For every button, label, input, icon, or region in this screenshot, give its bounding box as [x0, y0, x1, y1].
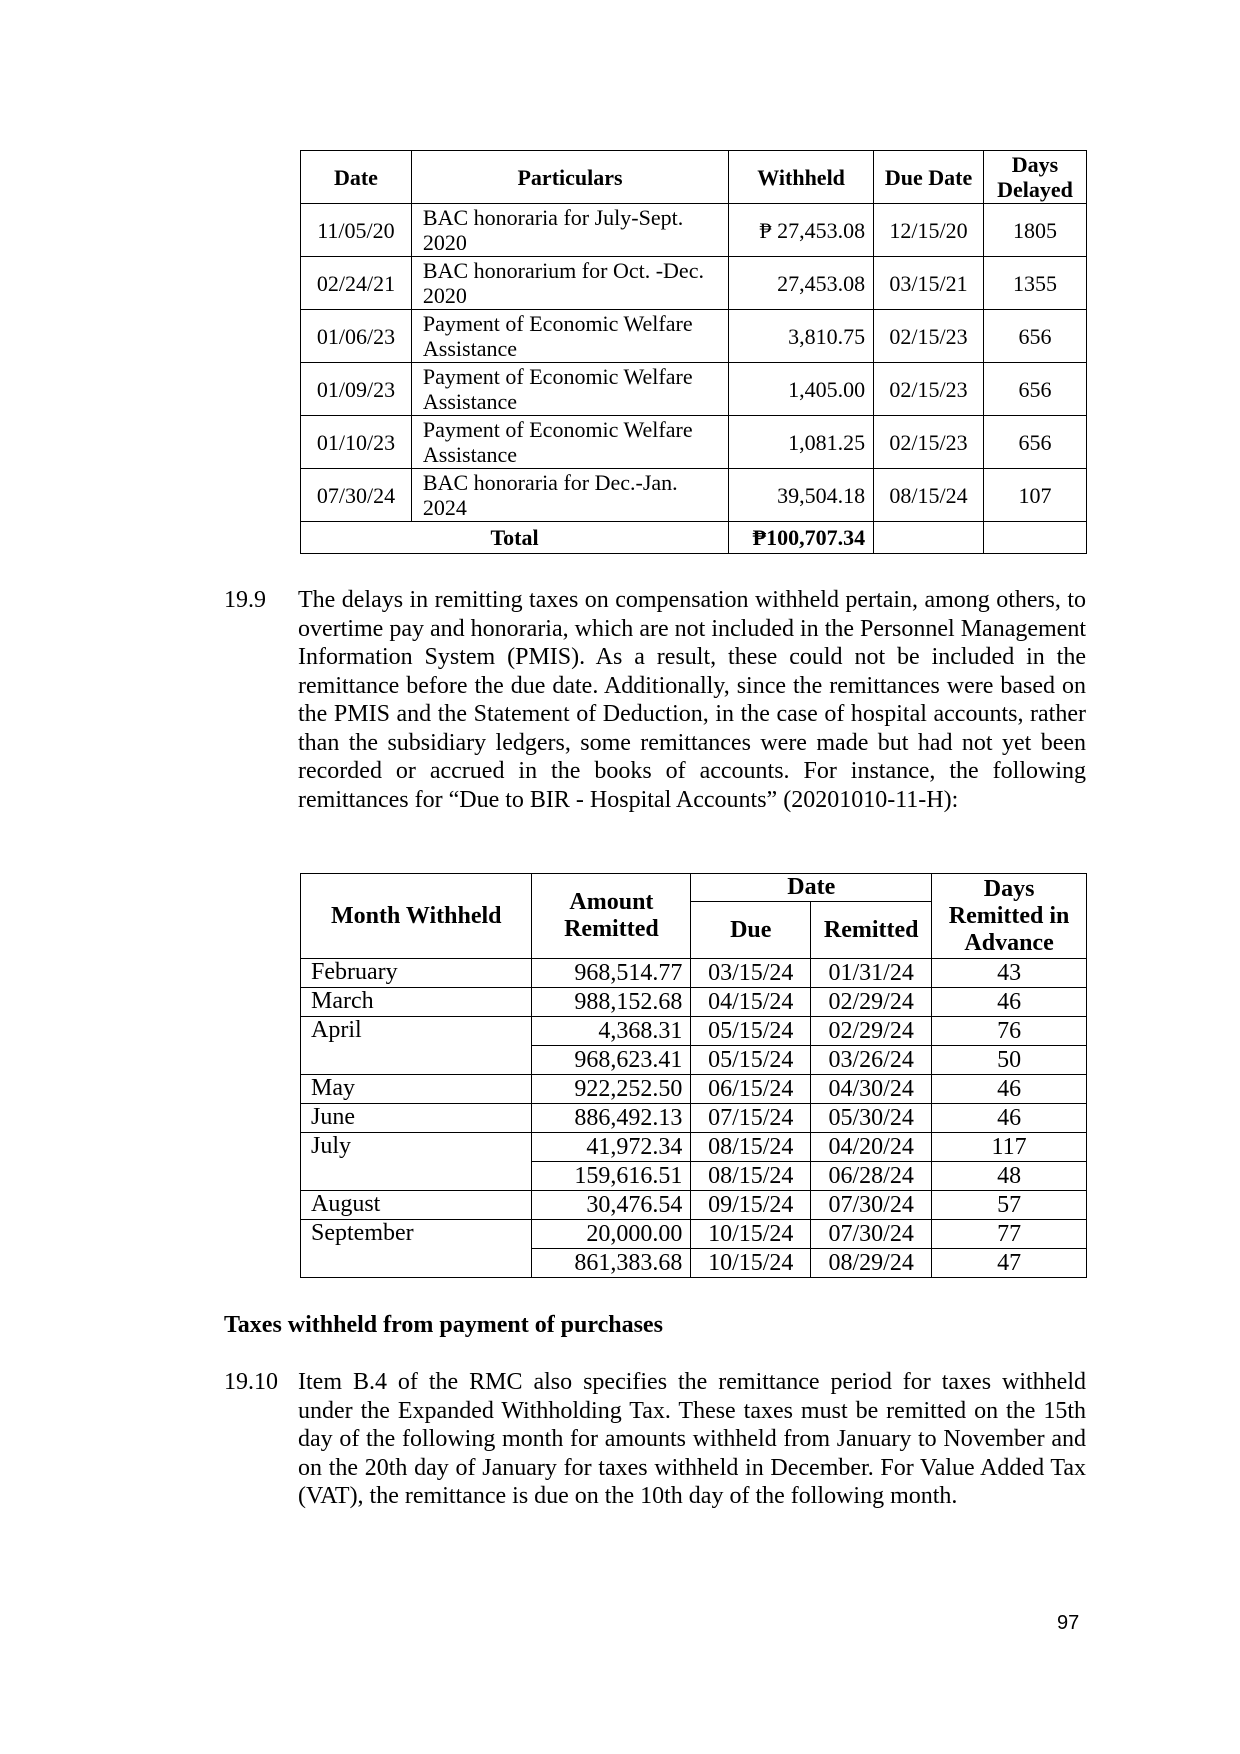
table-row	[301, 416, 1087, 469]
cell-remitted: 04/30/24	[811, 1075, 932, 1104]
cell-date: 11/05/20	[301, 204, 412, 257]
cell-month: August	[301, 1191, 532, 1220]
table-row	[301, 1104, 1087, 1133]
cell-due: 10/15/24	[691, 1220, 811, 1249]
table-row	[301, 1133, 1087, 1162]
cell-days-delayed: 656	[984, 310, 1087, 363]
paragraph-number: 19.9	[224, 587, 266, 613]
cell-due-date: 02/15/23	[874, 310, 984, 363]
empty-cell	[984, 522, 1087, 554]
cell-days: 46	[932, 988, 1087, 1017]
header-particulars: Particulars	[411, 151, 728, 204]
table-row	[301, 1075, 1087, 1104]
cell-particulars: Payment of Economic Welfare Assistance	[411, 363, 728, 416]
cell-particulars: Payment of Economic Welfare Assistance	[411, 310, 728, 363]
cell-due-date: 12/15/20	[874, 204, 984, 257]
cell-date: 01/10/23	[301, 416, 412, 469]
cell-month: March	[301, 988, 532, 1017]
cell-days-delayed: 107	[984, 469, 1087, 522]
cell-days: 57	[932, 1191, 1087, 1220]
cell-remitted: 03/26/24	[811, 1046, 932, 1075]
cell-amount: 922,252.50	[532, 1075, 691, 1104]
paragraph-19-10	[224, 1368, 1086, 1511]
cell-remitted: 06/28/24	[811, 1162, 932, 1191]
cell-remitted: 08/29/24	[811, 1249, 932, 1278]
paragraph-19-9	[224, 586, 1086, 814]
cell-amount: 41,972.34	[532, 1133, 691, 1162]
header-date: Date	[301, 151, 412, 204]
total-value: ₱100,707.34	[729, 522, 874, 554]
cell-month: June	[301, 1104, 532, 1133]
cell-particulars: BAC honorarium for Oct. -Dec. 2020	[411, 257, 728, 310]
cell-amount: 988,152.68	[532, 988, 691, 1017]
cell-remitted: 04/20/24	[811, 1133, 932, 1162]
table-row	[301, 1017, 1087, 1046]
cell-remitted: 02/29/24	[811, 1017, 932, 1046]
cell-due-date: 02/15/23	[874, 416, 984, 469]
cell-remitted: 07/30/24	[811, 1220, 932, 1249]
cell-amount: 4,368.31	[532, 1017, 691, 1046]
cell-withheld: 3,810.75	[729, 310, 874, 363]
header-month-withheld: Month Withheld	[301, 874, 532, 959]
cell-due: 09/15/24	[691, 1191, 811, 1220]
cell-month: April	[301, 1017, 532, 1075]
cell-month: February	[301, 959, 532, 988]
cell-remitted: 05/30/24	[811, 1104, 932, 1133]
header-due: Due	[691, 902, 811, 959]
cell-withheld: 1,081.25	[729, 416, 874, 469]
table-row	[301, 1191, 1087, 1220]
cell-days-delayed: 1355	[984, 257, 1087, 310]
cell-due: 08/15/24	[691, 1162, 811, 1191]
cell-days: 50	[932, 1046, 1087, 1075]
cell-amount: 20,000.00	[532, 1220, 691, 1249]
cell-month: May	[301, 1075, 532, 1104]
cell-withheld: 1,405.00	[729, 363, 874, 416]
table-header-row	[301, 151, 1087, 204]
cell-particulars: BAC honoraria for Dec.-Jan. 2024	[411, 469, 728, 522]
cell-due: 03/15/24	[691, 959, 811, 988]
header-remitted: Remitted	[811, 902, 932, 959]
cell-due: 10/15/24	[691, 1249, 811, 1278]
cell-days: 46	[932, 1104, 1087, 1133]
header-date-group: Date	[691, 874, 932, 902]
table-row	[301, 204, 1087, 257]
cell-days-delayed: 656	[984, 416, 1087, 469]
cell-amount: 886,492.13	[532, 1104, 691, 1133]
cell-amount: 968,623.41	[532, 1046, 691, 1075]
table-row	[301, 257, 1087, 310]
cell-date: 02/24/21	[301, 257, 412, 310]
table-row	[301, 310, 1087, 363]
cell-particulars: BAC honoraria for July-Sept. 2020	[411, 204, 728, 257]
cell-due-date: 03/15/21	[874, 257, 984, 310]
cell-date: 07/30/24	[301, 469, 412, 522]
cell-due: 08/15/24	[691, 1133, 811, 1162]
cell-days: 76	[932, 1017, 1087, 1046]
cell-amount: 30,476.54	[532, 1191, 691, 1220]
page-number: 97	[1057, 1612, 1080, 1634]
cell-due: 07/15/24	[691, 1104, 811, 1133]
cell-particulars: Payment of Economic Welfare Assistance	[411, 416, 728, 469]
header-days-in-advance: Days Remitted in Advance	[932, 874, 1087, 959]
header-due-date: Due Date	[874, 151, 984, 204]
cell-date: 01/06/23	[301, 310, 412, 363]
header-days-delayed: Days Delayed	[984, 151, 1087, 204]
paragraph-number: 19.10	[224, 1369, 278, 1395]
cell-amount: 968,514.77	[532, 959, 691, 988]
table-row	[301, 959, 1087, 988]
cell-remitted: 07/30/24	[811, 1191, 932, 1220]
cell-days: 43	[932, 959, 1087, 988]
cell-due: 06/15/24	[691, 1075, 811, 1104]
empty-cell	[874, 522, 984, 554]
cell-days-delayed: 1805	[984, 204, 1087, 257]
total-row	[301, 522, 1087, 554]
cell-days: 48	[932, 1162, 1087, 1191]
cell-days: 117	[932, 1133, 1087, 1162]
paragraph-text: The delays in remitting taxes on compensation withheld pertain, among others, to overtime pay and honoraria, which are not included in the Personnel Management Information System (PMIS). As a result, these could not be included in the remittance before the due date. Additionally, since the remittances were based on the PMIS and the Statement of Deduction, in the case of hospital accounts, rather than the subsidiary ledgers, some remittances were made but had not yet been recorded or accrued in the books of accounts. For instance, the following remittances for “Due to BIR - Hospital Accounts” (20201010-11-H):	[298, 587, 1086, 813]
cell-days-delayed: 656	[984, 363, 1087, 416]
cell-due: 05/15/24	[691, 1046, 811, 1075]
cell-days: 77	[932, 1220, 1087, 1249]
cell-due-date: 02/15/23	[874, 363, 984, 416]
header-withheld: Withheld	[729, 151, 874, 204]
cell-due: 04/15/24	[691, 988, 811, 1017]
cell-withheld: 27,453.08	[729, 257, 874, 310]
cell-withheld: ₱ 27,453.08	[729, 204, 874, 257]
cell-due: 05/15/24	[691, 1017, 811, 1046]
withheld-delays-table	[300, 150, 1087, 554]
cell-date: 01/09/23	[301, 363, 412, 416]
cell-days: 46	[932, 1075, 1087, 1104]
cell-amount: 159,616.51	[532, 1162, 691, 1191]
advance-remittance-table	[300, 873, 1087, 1278]
table-row	[301, 988, 1087, 1017]
cell-remitted: 02/29/24	[811, 988, 932, 1017]
cell-due-date: 08/15/24	[874, 469, 984, 522]
cell-remitted: 01/31/24	[811, 959, 932, 988]
table-row	[301, 363, 1087, 416]
cell-amount: 861,383.68	[532, 1249, 691, 1278]
cell-days: 47	[932, 1249, 1087, 1278]
paragraph-text: Item B.4 of the RMC also specifies the remittance period for taxes withheld under the Expanded Withholding Tax. These taxes must be remitted on the 15th day of the following month for amounts withheld from January to November and on the 20th day of January for taxes withheld in December. For Value Added Tax (VAT), the remittance is due on the 10th day of the following month.	[298, 1369, 1086, 1509]
table-row	[301, 469, 1087, 522]
section-heading: Taxes withheld from payment of purchases	[224, 1312, 663, 1338]
table-header-row	[301, 874, 1087, 902]
table-row	[301, 1220, 1087, 1249]
cell-month: July	[301, 1133, 532, 1191]
header-amount-remitted: Amount Remitted	[532, 874, 691, 959]
cell-month: September	[301, 1220, 532, 1278]
cell-withheld: 39,504.18	[729, 469, 874, 522]
total-label: Total	[301, 522, 729, 554]
